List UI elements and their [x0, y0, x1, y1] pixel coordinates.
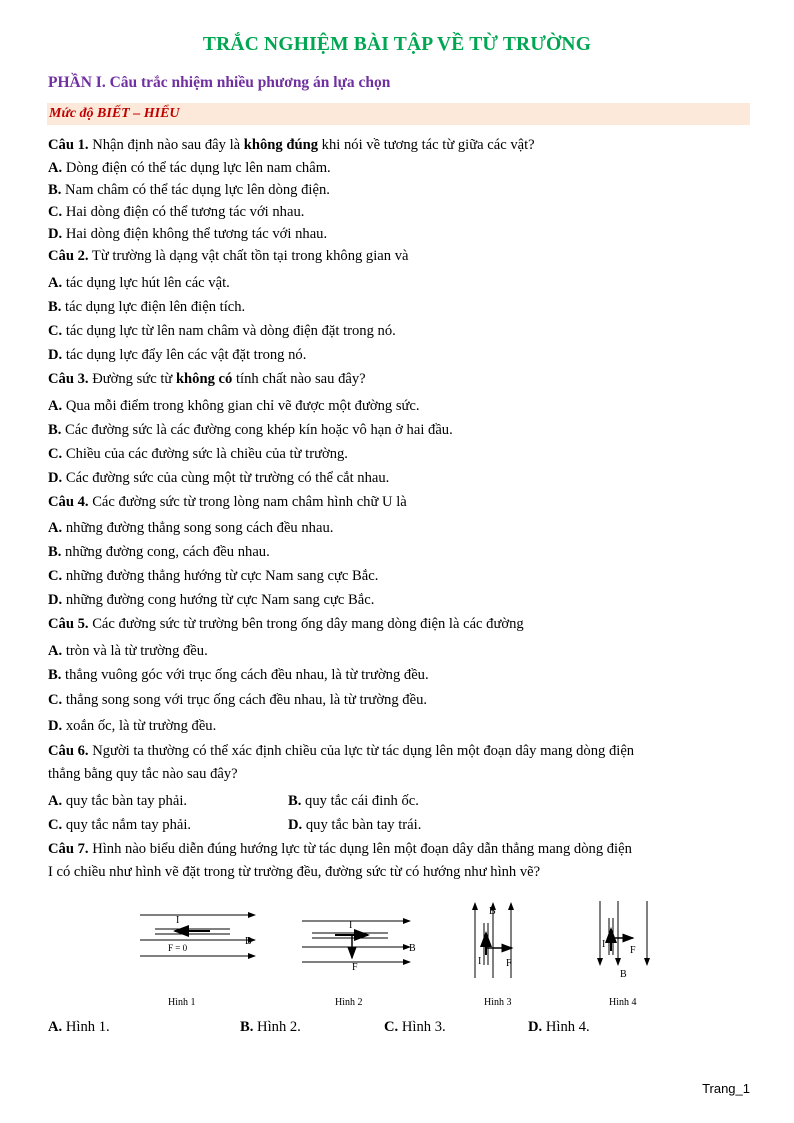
question-text: khi nói về tương tác từ giữa các vật? [318, 137, 535, 153]
option-letter: B. [48, 182, 62, 198]
question-6-cont: thẳng bằng quy tắc nào sau đây? [48, 766, 238, 782]
question-3 [48, 369, 752, 390]
option-text: Các đường sức là các đường cong khép kín hoặc vô hạn ở hai đầu. [65, 422, 453, 438]
option-letter: D. [48, 718, 63, 734]
option-c [48, 690, 752, 711]
figure-caption: Hình 2 [335, 997, 363, 1008]
option-letter: D. [48, 226, 63, 242]
option-text: thẳng vuông góc với trục ống cách đều nhau, là từ trường đều. [65, 667, 429, 683]
figure-panel [120, 893, 680, 1013]
option-d [48, 590, 752, 611]
field-label: B [245, 936, 252, 947]
question-text: Các đường sức từ trong lòng nam châm hình chữ U là [88, 494, 407, 510]
figures-svg [120, 893, 680, 993]
option-text: những đường thẳng song song cách đều nhau. [65, 520, 334, 536]
page-number: Trang_1 [702, 1081, 750, 1096]
option-letter: B. [48, 544, 62, 560]
option-a [48, 273, 752, 294]
option-text: tác dụng lực hút lên các vật. [65, 275, 230, 291]
field-label: B [620, 969, 627, 980]
question-6 [48, 741, 752, 762]
figure-4 [600, 901, 647, 980]
option-letter: B. [48, 422, 62, 438]
question-label: Câu 7. [48, 841, 89, 857]
current-label: I [602, 939, 606, 950]
current-label: I [349, 920, 353, 931]
option-b [288, 791, 419, 812]
option-text: thẳng song song với trục ống cách đều nhau, là từ trường đều. [65, 692, 428, 708]
question-label: Câu 3. [48, 371, 89, 387]
option-letter: C. [384, 1019, 399, 1035]
option-text: Dòng điện có thể tác dụng lực lên nam châm. [65, 160, 331, 176]
option-d [48, 468, 752, 489]
option-d [288, 815, 421, 836]
question-2 [48, 246, 752, 267]
option-d [48, 716, 752, 737]
field-label: B [489, 906, 496, 917]
option-text: xoắn ốc, là từ trường đều. [65, 718, 217, 734]
question-5 [48, 614, 752, 635]
option-b [48, 665, 752, 686]
option-c [48, 815, 191, 836]
option-d [48, 224, 752, 245]
question-1 [48, 135, 752, 156]
option-text: Qua mỗi điểm trong không gian chỉ vẽ được một đường sức. [65, 398, 420, 414]
question-emphasis: không có [175, 371, 233, 387]
option-text: quy tắc bàn tay phải. [65, 793, 188, 809]
figure-caption: Hình 1 [168, 997, 196, 1008]
option-text: tác dụng lực điện lên điện tích. [65, 299, 246, 315]
option-a [48, 1017, 110, 1038]
option-d [48, 345, 752, 366]
option-letter: D. [48, 592, 63, 608]
option-text: Các đường sức của cùng một từ trường có thể cắt nhau. [65, 470, 390, 486]
question-emphasis: không đúng [243, 137, 319, 153]
option-text: tác dụng lực từ lên nam châm và dòng điện đặt trong nó. [65, 323, 396, 339]
option-text: quy tắc bàn tay trái. [305, 817, 422, 833]
option-letter: C. [48, 204, 63, 220]
option-letter: A. [48, 793, 63, 809]
question-text: Đường sức từ [88, 371, 176, 387]
option-c [48, 321, 752, 342]
option-c [384, 1017, 446, 1038]
option-text: tác dụng lực đẩy lên các vật đặt trong nó. [65, 347, 307, 363]
option-c [48, 202, 752, 223]
option-letter: C. [48, 568, 63, 584]
option-text: Hình 2. [257, 1019, 301, 1035]
question-text: Nhận định nào sau đây là [88, 137, 244, 153]
option-b [48, 542, 752, 563]
option-letter: A. [48, 275, 63, 291]
option-text: quy tắc cái đinh ốc. [305, 793, 419, 809]
option-a [48, 158, 752, 179]
question-7-cont: I có chiều như hình vẽ đặt trong từ trường đều, đường sức từ có hướng như hình vẽ? [48, 864, 541, 880]
option-letter: D. [48, 347, 63, 363]
option-letter: B. [240, 1019, 254, 1035]
question-text: tính chất nào sau đây? [232, 371, 366, 387]
question-text: Hình nào biểu diễn đúng hướng lực từ tác dụng lên một đoạn dây dẫn thẳng mang dòng điện [88, 841, 632, 857]
question-text: Từ trường là dạng vật chất tồn tại trong không gian và [88, 248, 409, 264]
question-label: Câu 1. [48, 137, 89, 153]
figure-caption: Hình 4 [609, 997, 637, 1008]
current-label: I [176, 915, 180, 926]
option-text: Hình 3. [401, 1019, 446, 1035]
option-letter: A. [48, 160, 63, 176]
option-text: Hai dòng điện có thể tương tác với nhau. [65, 204, 305, 220]
option-a [48, 518, 752, 539]
force-label: F [506, 958, 512, 969]
current-label: I [478, 956, 482, 967]
option-letter: C. [48, 323, 63, 339]
figure-2 [302, 920, 416, 973]
option-letter: B. [288, 793, 302, 809]
option-letter: D. [48, 470, 63, 486]
option-text: Nam châm có thể tác dụng lực lên dòng điện. [65, 182, 330, 198]
option-letter: A. [48, 398, 63, 414]
option-text: Hình 1. [65, 1019, 110, 1035]
option-c [48, 566, 752, 587]
option-text: những đường cong hướng từ cực Nam sang cực Bắc. [65, 592, 375, 608]
option-text: Hai dòng điện không thể tương tác với nhau. [65, 226, 328, 242]
option-letter: C. [48, 817, 63, 833]
option-letter: A. [48, 643, 63, 659]
option-a [48, 641, 752, 662]
question-7 [48, 839, 752, 860]
page-title: TRẮC NGHIỆM BÀI TẬP VỀ TỪ TRƯỜNG [202, 34, 592, 55]
option-text: Chiều của các đường sức là chiều của từ trường. [65, 446, 348, 462]
section-heading: PHẦN I. Câu trắc nhiệm nhiều phương án lựa chọn [48, 74, 391, 91]
question-label: Câu 2. [48, 248, 89, 264]
option-letter: D. [288, 817, 303, 833]
figure-caption: Hình 3 [484, 997, 512, 1008]
option-c [48, 444, 752, 465]
option-text: Hình 4. [545, 1019, 590, 1035]
question-label: Câu 5. [48, 616, 89, 632]
force-label: F [352, 962, 358, 973]
option-letter: C. [48, 692, 63, 708]
field-label: B [409, 943, 416, 954]
option-b [240, 1017, 301, 1038]
option-letter: B. [48, 667, 62, 683]
option-text: những đường thẳng hướng từ cực Nam sang cực Bắc. [65, 568, 379, 584]
level-banner: Mức độ BIẾT – HIỂU [47, 103, 750, 125]
option-b [48, 180, 752, 201]
question-label: Câu 6. [48, 743, 89, 759]
option-a [48, 791, 187, 812]
option-letter: D. [528, 1019, 543, 1035]
option-text: những đường cong, cách đều nhau. [65, 544, 270, 560]
option-letter: C. [48, 446, 63, 462]
option-b [48, 420, 752, 441]
option-letter: A. [48, 1019, 63, 1035]
question-4 [48, 492, 752, 513]
option-a [48, 396, 752, 417]
question-text: Người ta thường có thể xác định chiều của lực từ tác dụng lên một đoạn dây mang dòng điện [88, 743, 635, 759]
figure-1 [140, 915, 255, 956]
option-b [48, 297, 752, 318]
option-letter: B. [48, 299, 62, 315]
question-text: Các đường sức từ trường bên trong ống dây mang dòng điện là các đường [88, 616, 524, 632]
option-letter: A. [48, 520, 63, 536]
force-label: F [630, 945, 636, 956]
force-label: F = 0 [168, 943, 188, 953]
option-text: tròn và là từ trường đều. [65, 643, 208, 659]
option-text: quy tắc nắm tay phải. [65, 817, 192, 833]
figure-3 [475, 903, 512, 978]
option-d [528, 1017, 590, 1038]
question-label: Câu 4. [48, 494, 89, 510]
